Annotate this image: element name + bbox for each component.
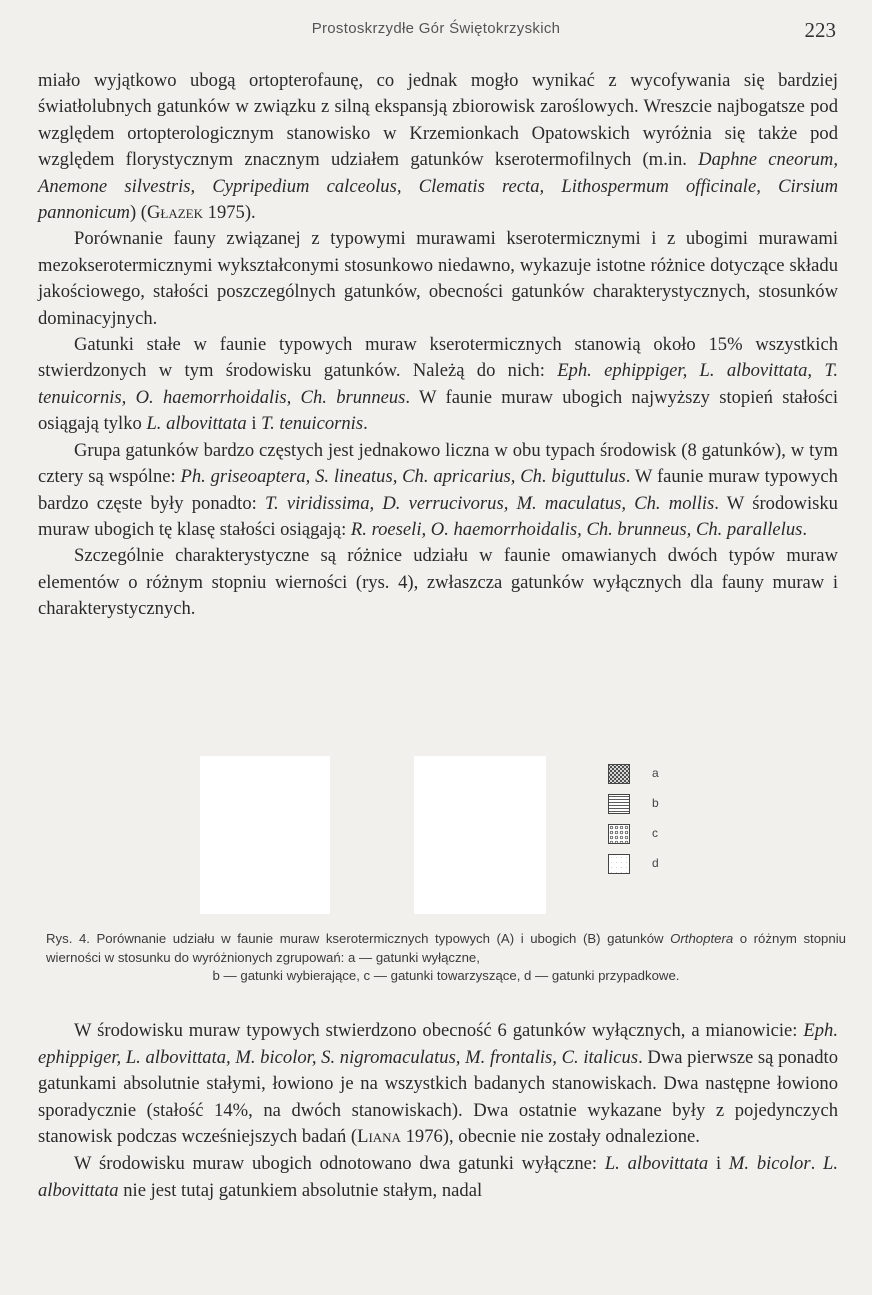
paragraph-1: miało wyjątkowo ubogą ortopterofaunę, co jednak mogło wynikać z wycofywania się bardziej światłolubnych gatunków w związku z silną ekspansją zbiorowisk zaroślowych. Wreszcie najbogatsze pod względem ortopterologicznym stanowisko w Krzemionkach Opatowskich wyróżnia się także pod względem florystycznym znacznym udziałem gatunków kserotermofilnych (m.in. Daphne cneorum, Anemone silvestris, Cypripedium calceolus, Clematis recta, Lithospermum officinale, Cirsium pannonicum) (Głazek 1975). bbox=[38, 70, 839, 224]
figure-panel-b bbox=[414, 756, 546, 914]
figure-caption: Rys. 4. Porównanie udziału w faunie muraw kserotermicznych typowych (A) i ubogich (B) gatunków Orthoptera o różnym stopniu wierności w stosunku do wyróżnionych zgrupowań: a — gatunki wyłączne, b — gatunki wybierające, c — gatunki towarzyszące, d — gatunki przypadkowe. bbox=[46, 931, 846, 983]
caption-label: Rys. 4. bbox=[46, 931, 97, 946]
body-text-lower bbox=[38, 1018, 838, 1204]
page-number: 223 bbox=[804, 18, 836, 42]
reference-author: Liana bbox=[357, 1126, 401, 1148]
paragraph-2: Porównanie fauny związanej z typowymi murawami kserotermicznymi i z ubogimi murawami mezokserotermicznymi wykształconymi stosunkowo niedawno, wykazuje istotne różnice dotyczące składu jakościowego, stałości poszczególnych gatunków, obecności gatunków charakterystycznych, stosunków dominacyjnych. bbox=[38, 228, 838, 329]
paragraph-6: W środowisku muraw typowych stwierdzono obecność 6 gatunków wyłącznych, a mianowicie: Eph. ephippiger, L. albovittata, M. bicolor, S. nigromaculatus, M. frontalis, C. italicus. Dwa pierwsze są ponadto gatunkami absolutnie stałymi, łowiono je na wszystkich badanych stanowiskach. Dwa następne łowiono sporadycznie (stałość 14%, na dwóch stanowiskach). Dwa ostatnie wykazane były z pojedynczych stanowisk podczas wcześniejszych badań (Liana 1976), obecnie nie zostały odnalezione. bbox=[38, 1020, 838, 1148]
species-list: Daphne cneorum, Anemone silvestris, Cypripedium calceolus, Clematis recta, Lithospermum officinale, Cirsium pannonicum bbox=[38, 149, 839, 224]
reference-author: Głazek bbox=[146, 202, 204, 224]
figure-panel-a bbox=[200, 756, 330, 914]
horizontal-lines-swatch-icon bbox=[608, 794, 630, 814]
paragraph-5: Szczególnie charakterystyczne są różnice udziału w faunie omawianych dwóch typów muraw elementów o różnym stopniu wierności (rys. 4), zwłaszcza gatunków wyłącznych dla fauny muraw i charakterystycznych. bbox=[38, 545, 838, 620]
legend-item-d: d bbox=[608, 854, 688, 876]
paragraph-3: Gatunki stałe w faunie typowych muraw kserotermicznych stanowią około 15% wszystkich stwierdzonych w tym środowisku gatunków. Należą do nich: Eph. ephippiger, L. albovittata, T. tenuicornis, O. haemorrhoidalis, Ch. brunneus. W faunie muraw ubogich najwyższy stopień stałości osiągają tylko L. albovittata i T. tenuicornis. bbox=[38, 334, 838, 435]
figure-4 bbox=[38, 748, 838, 908]
paragraph-7: W środowisku muraw ubogich odnotowano dwa gatunki wyłączne: L. albovittata i M. bicolor. L. albovittata nie jest tutaj gatunkiem absolutnie stałym, nadal bbox=[38, 1152, 838, 1201]
crosshatch-swatch-icon bbox=[608, 764, 630, 784]
legend-item-c: c bbox=[608, 824, 688, 846]
page-header bbox=[0, 18, 872, 44]
figure-legend bbox=[608, 764, 688, 884]
species-list: Eph. ephippiger, L. albovittata, T. tenuicornis, O. haemorrhoidalis, Ch. brunneus bbox=[38, 360, 838, 408]
body-text-upper bbox=[38, 68, 838, 623]
dots-swatch-icon bbox=[608, 854, 630, 874]
circles-swatch-icon bbox=[608, 824, 630, 844]
legend-item-a: a bbox=[608, 764, 688, 786]
paragraph-4: Grupa gatunków bardzo częstych jest jednakowo liczna w obu typach środowisk (8 gatunków), w tym cztery są wspólne: Ph. griseoaptera, S. lineatus, Ch. apricarius, Ch. biguttulus. W faunie muraw typowych bardzo częste były ponadto: T. viridissima, D. verrucivorus, M. maculatus, Ch. mollis. W środowisku muraw ubogich tę klasę stałości osiągają: R. roeseli, O. haemorrhoidalis, Ch. brunneus, Ch. parallelus. bbox=[38, 439, 838, 540]
legend-item-b: b bbox=[608, 794, 688, 816]
running-title: Prostoskrzydłe Gór Świętokrzyskich bbox=[311, 20, 561, 37]
